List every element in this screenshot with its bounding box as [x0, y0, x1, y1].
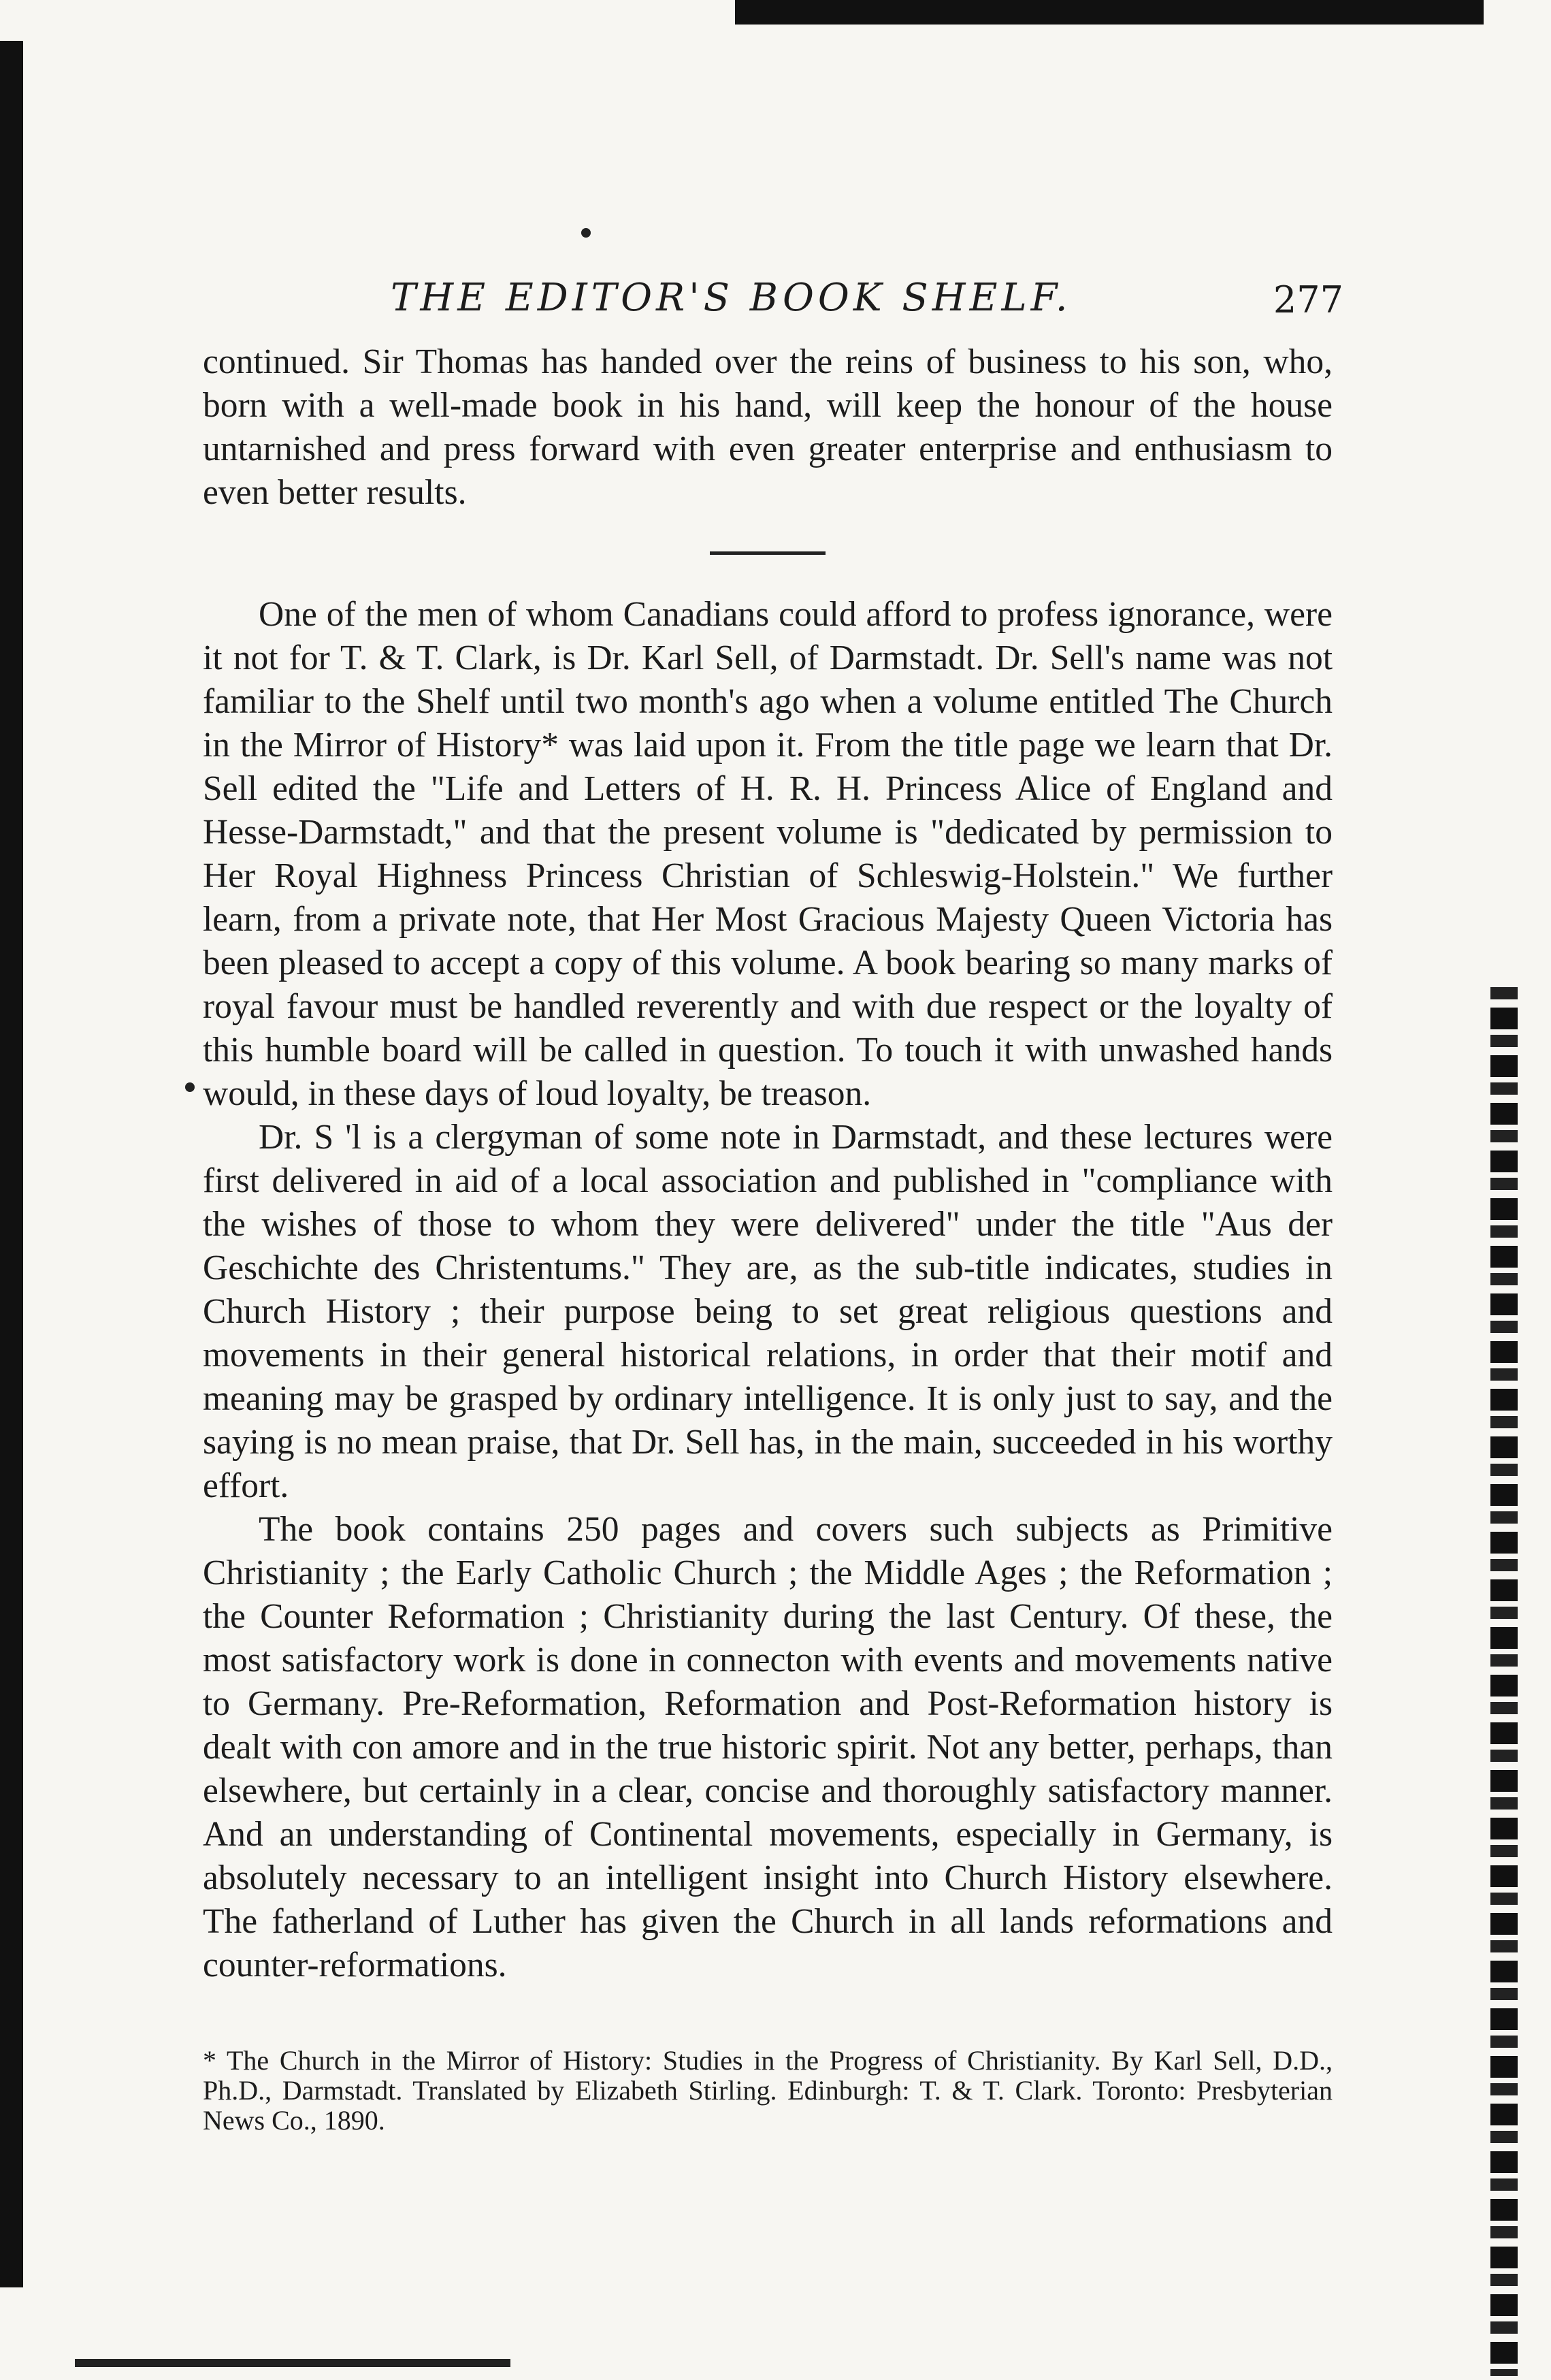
scan-right-edge — [1490, 987, 1518, 2376]
paragraph: One of the men of whom Canadians could afford to profess ignorance, were it not for T. & T. Clark, is Dr. Karl Sell, of Darmstadt. Dr. Sell's name was not familiar to the Shelf until two month's ago when a volume entitled The Church in the Mirror of History* was laid upon it. From the title page we learn that Dr. Sell edited the "Life and Letters of H. R. H. Princess Alice of England and Hesse-Darmstadt," and that the present volume is "dedicated by permission to Her Royal Highness Princess Christian of Schleswig-Holstein." We further learn, from a private note, that Her Most Gracious Majesty Queen Victoria has been pleased to accept a copy of this volume. A book bearing so many marks of royal favour must be handled reverently and with due respect or the loyalty of this humble board will be called in question. To touch it with unwashed hands would, in these days of loud loyalty, be treason. — [203, 595, 1333, 1113]
page-header — [391, 276, 1343, 330]
scan-left-edge — [0, 41, 23, 2287]
footnote: * The Church in the Mirror of History: Studies in the Progress of Christianity. By Karl Sell, D.D., Ph.D., Darmstadt. Translated by Elizabeth Stirling. Edinburgh: T. & T. Clark. Toronto: Presbyterian News Co., 1890. — [203, 2045, 1333, 2136]
page-number: 277 — [1273, 278, 1343, 321]
scan-bottom-rule — [75, 2359, 510, 2367]
paragraph: The book contains 250 pages and covers such subjects as Primitive Christianity ; the Early Catholic Church ; the Middle Ages ; the Reformation ; the Counter Reformation ; Christianity during the last Century. Of these, the most satisfactory work is done in connecton with events and movements native to Germany. Pre-Reformation, Reformation and Post-Reformation history is dealt with con amore and in the true historic spirit. Not any better, perhaps, than elsewhere, but certainly in a clear, concise and thoroughly satisfactory manner. And an understanding of Continental movements, especially in Germany, is absolutely necessary to an intelligent insight into Church History elsewhere. The fatherland of Luther has given the Church in all lands reformations and counter-reformations. — [203, 1510, 1333, 1984]
page-body — [203, 340, 1333, 1987]
scan-speck — [185, 1082, 195, 1092]
paragraph: Dr. S 'l is a clergyman of some note in Darmstadt, and these lectures were first delivered in aid of a local association and published in "compliance with the wishes of those to whom they were delivered" under the title "Aus der Geschichte des Christentums." They are, as the sub-title indicates, studies in Church History ; their purpose being to set great religious questions and movements in their general historical relations, in order that their motif and meaning may be grasped by ordinary intelligence. It is only just to say, and the saying is no mean praise, that Dr. Sell has, in the main, succeeded in his worthy effort. — [203, 1118, 1333, 1505]
scan-speck — [581, 228, 591, 238]
paragraph: continued. Sir Thomas has handed over the reins of business to his son, who, born with a well-made book in his hand, will keep the honour of the house untarnished and press forward with even greater enterprise and enthusiasm to even better results. — [203, 342, 1333, 512]
section-divider — [710, 551, 826, 555]
running-title: THE EDITOR'S BOOK SHELF. — [391, 276, 1072, 320]
scan-top-rule — [735, 0, 1484, 25]
